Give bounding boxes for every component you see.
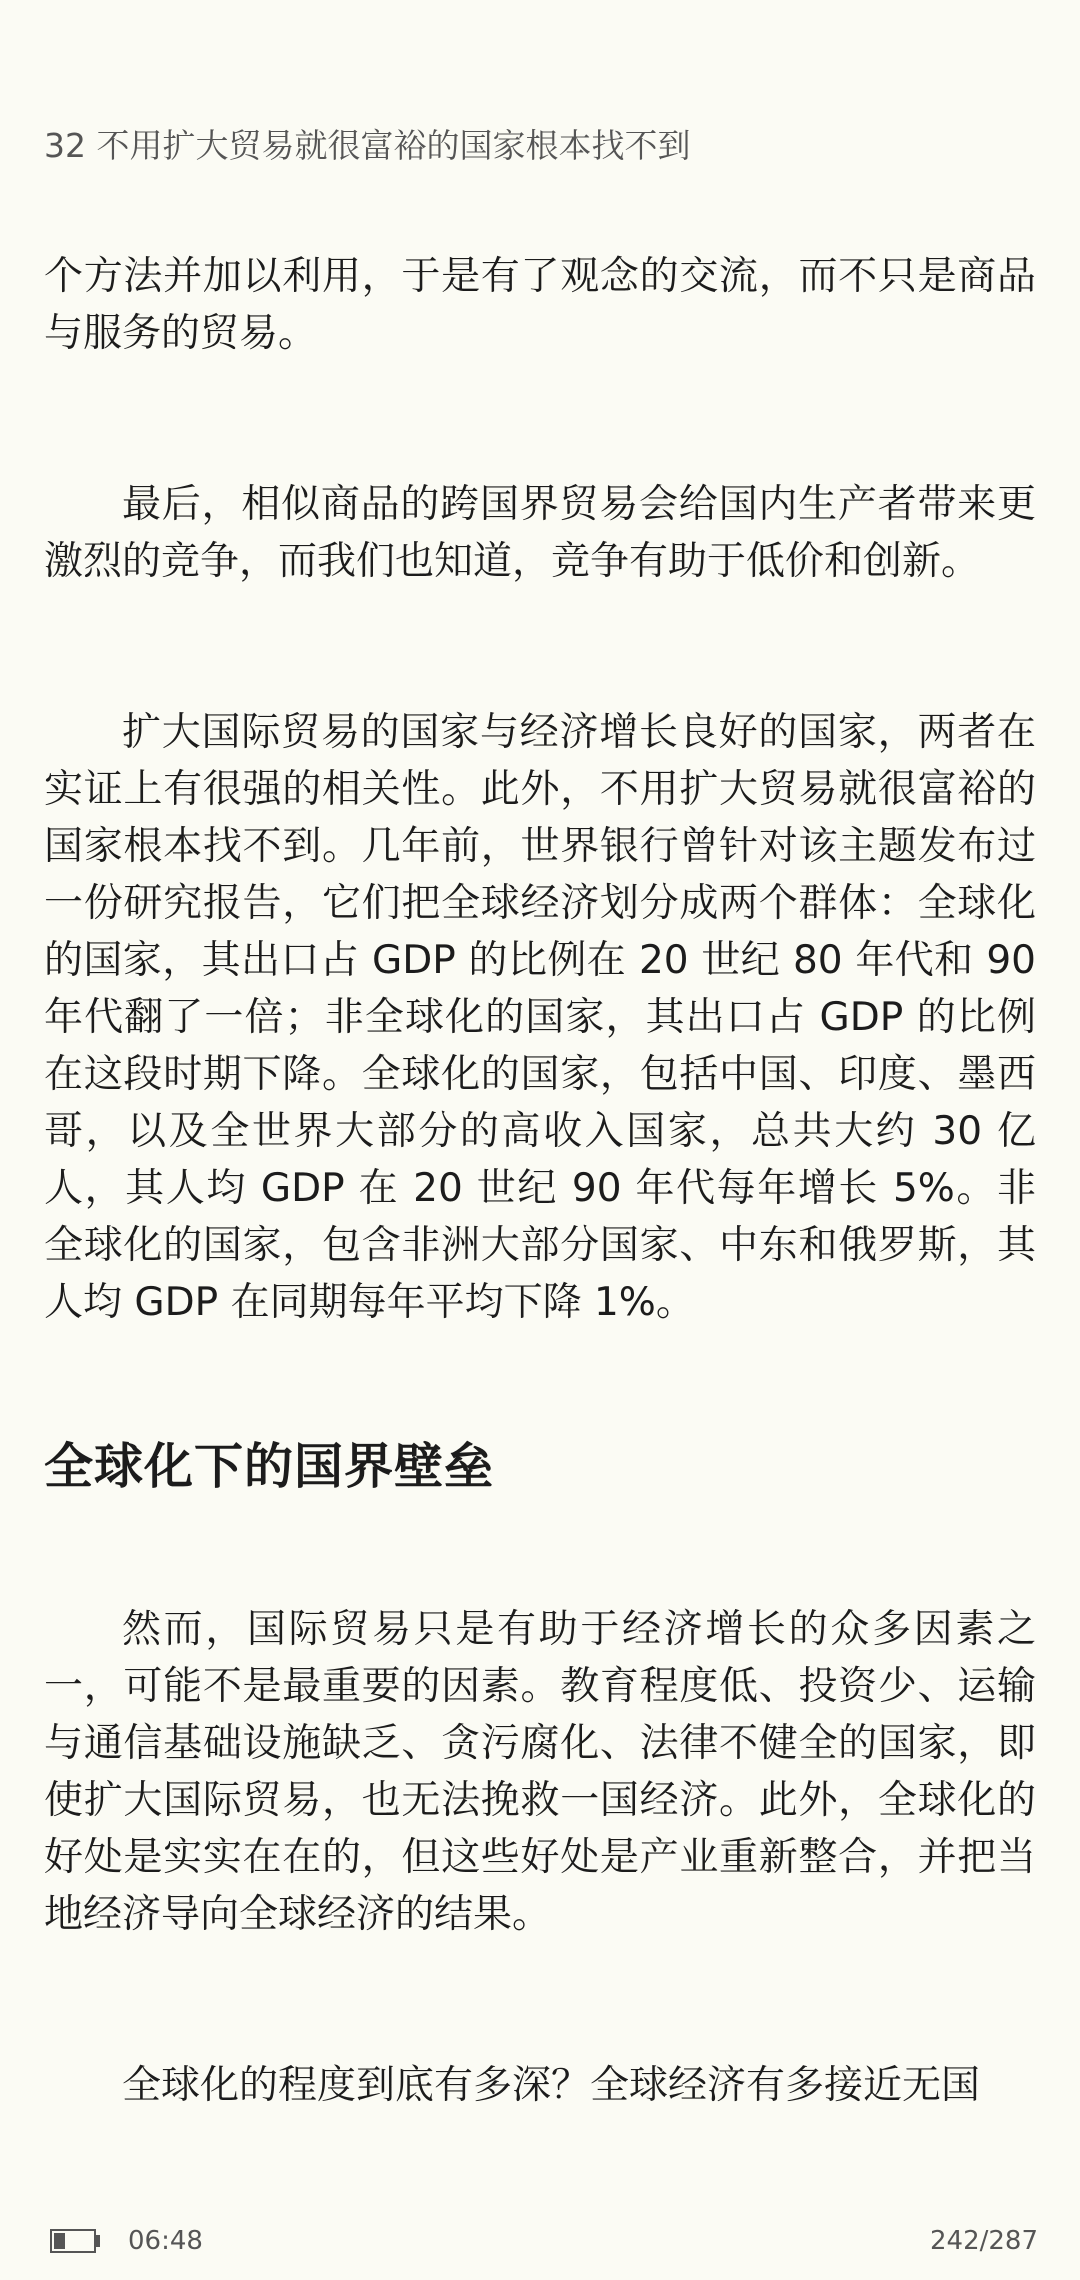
battery-cap	[96, 2235, 100, 2247]
book-content[interactable]	[44, 248, 1036, 2114]
chapter-title: 32 不用扩大贸易就很富裕的国家根本找不到	[44, 126, 691, 165]
clock-time: 06:48	[128, 2226, 203, 2256]
reader-status-bar	[0, 2220, 1080, 2268]
paragraph: 个方法并加以利用，于是有了观念的交流，而不只是商品与服务的贸易。	[44, 254, 1036, 356]
paragraph: 最后，相似商品的跨国界贸易会给国内生产者带来更激烈的竞争，而我们也知道，竞争有助于低价和创新。	[44, 482, 1036, 584]
battery-icon	[50, 2229, 96, 2253]
paragraph: 扩大国际贸易的国家与经济增长良好的国家，两者在实证上有很强的相关性。此外，不用扩大贸易就很富裕的国家根本找不到。几年前，世界银行曾针对该主题发布过一份研究报告，它们把全球经济划分成两个群体：全球化的国家，其出口占 GDP 的比例在 20 世纪 80 年代和 90 年代翻了一倍；非全球化的国家，其出口占 GDP 的比例在这段时期下降。全球化的国家，包括中国、印度、墨西哥，以及全世界大部分的高收入国家，总共大约 30 亿人，其人均 GDP 在 20 世纪 90 年代每年增长 5%。非全球化的国家，包含非洲大部分国家、中东和俄罗斯，其人均 GDP 在同期每年平均下降 1%。	[44, 710, 1036, 1325]
paragraph: 全球化的程度到底有多深？全球经济有多接近无国	[122, 2063, 981, 2108]
battery-level	[54, 2233, 65, 2249]
paragraph: 然而，国际贸易只是有助于经济增长的众多因素之一，可能不是最重要的因素。教育程度低、投资少、运输与通信基础设施缺乏、贪污腐化、法律不健全的国家，即使扩大国际贸易，也无法挽救一国经济。此外，全球化的好处是实实在在的，但这些好处是产业重新整合，并把当地经济导向全球经济的结果。	[44, 1607, 1036, 1937]
page-indicator: 242/287	[929, 2226, 1038, 2256]
section-heading: 全球化下的国界壁垒	[44, 1438, 495, 1495]
